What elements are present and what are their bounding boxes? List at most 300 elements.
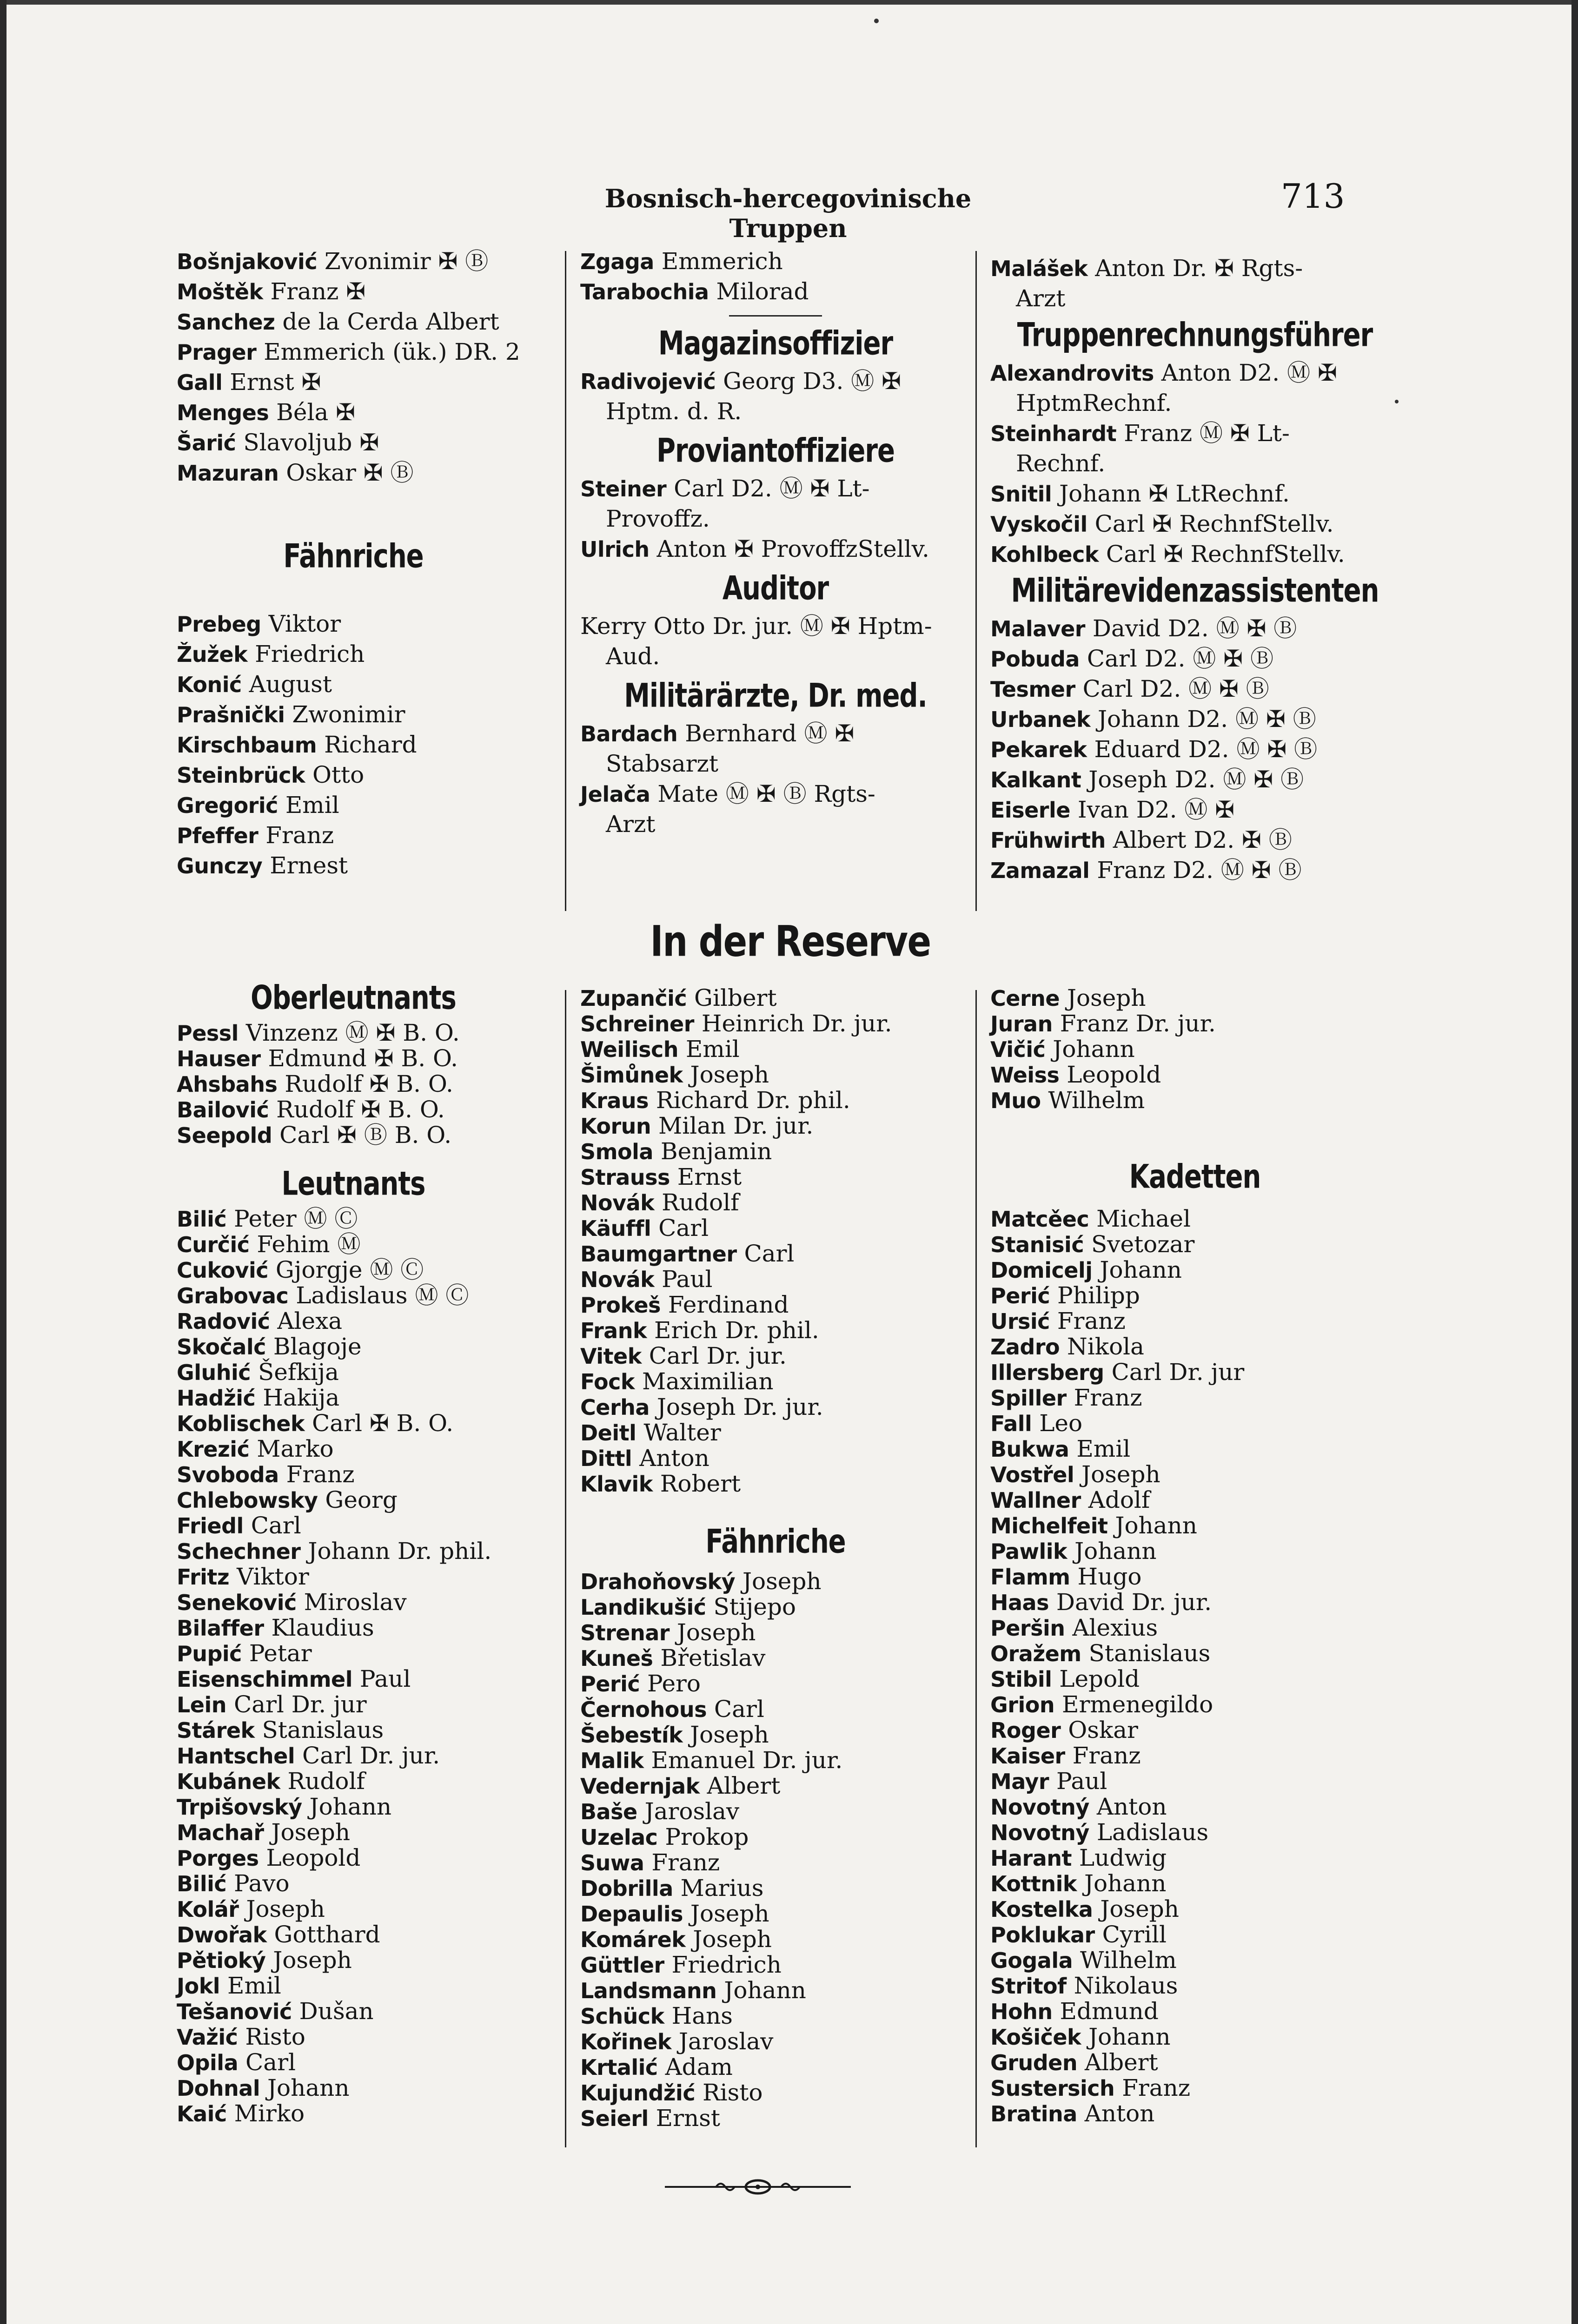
left-column-top — [177, 246, 530, 488]
section-heading: Leutnants — [281, 1165, 425, 1203]
surname: Eisenschimmel — [177, 1667, 353, 1692]
given-name-and-rank: Albert D2. ✠ Ⓑ — [1113, 826, 1292, 853]
entry-continuation: Arzt — [1016, 285, 1066, 312]
column-rule — [975, 251, 977, 911]
evidenz-list — [990, 614, 1399, 885]
scan-top-edge — [0, 0, 1578, 5]
surname: Fritz — [177, 1565, 230, 1590]
surname: Novotný — [990, 1820, 1089, 1845]
surname: Cuković — [177, 1258, 268, 1283]
entry-continuation: HptmRechnf. — [1016, 390, 1172, 416]
list-item — [990, 1743, 1399, 1769]
entry-continuation: Arzt — [606, 811, 656, 838]
surname: Landsmann — [580, 1978, 717, 2003]
scan-speck — [874, 19, 879, 23]
given-name-and-rank: Anton — [639, 1445, 709, 1472]
surname: Bratina — [990, 2101, 1077, 2126]
surname: Prebeg — [177, 612, 261, 637]
list-item — [177, 1360, 530, 1385]
magazin-list — [580, 366, 971, 427]
surname: Snitil — [990, 482, 1052, 507]
surname: Drahoňovský — [580, 1569, 736, 1594]
surname: Šebestík — [580, 1723, 683, 1748]
list-item — [580, 1697, 971, 1722]
left-faehnriche-section — [177, 537, 530, 576]
given-name-and-rank: Joseph — [1100, 1895, 1179, 1922]
list-item — [990, 985, 1399, 1011]
given-name-and-rank: Philipp — [1057, 1282, 1140, 1309]
given-name-and-rank: Ernest — [270, 852, 348, 879]
list-item — [177, 1820, 530, 1845]
given-name-and-rank: Joseph — [690, 1900, 769, 1927]
given-name-and-rank: Joseph — [1081, 1461, 1160, 1488]
list-item — [177, 639, 530, 669]
list-item — [177, 1334, 530, 1360]
surname: Kaiser — [990, 1743, 1065, 1769]
officer-list — [990, 253, 1399, 314]
surname: Pobuda — [990, 647, 1080, 672]
list-item — [580, 1471, 971, 1497]
given-name-and-rank: Franz D2. Ⓜ ✠ Ⓑ — [1097, 857, 1302, 884]
surname: Tarabochia — [580, 279, 709, 304]
given-name-and-rank: Franz — [1072, 1742, 1141, 1769]
list-item — [990, 1922, 1399, 1948]
given-name-and-rank: Fehim Ⓜ — [257, 1231, 361, 1258]
list-item — [580, 2054, 971, 2080]
list-item — [990, 734, 1399, 765]
given-name-and-rank: Heinrich Dr. jur. — [701, 1010, 892, 1037]
surname: Baše — [580, 1799, 637, 1824]
surname: Kalkant — [990, 767, 1081, 792]
surname: Vostřel — [990, 1462, 1074, 1487]
list-item — [990, 2024, 1399, 2050]
column-rule — [565, 251, 566, 911]
section-heading: Kadetten — [1129, 1158, 1261, 1196]
list-item — [177, 1436, 530, 1462]
entry-continuation: Aud. — [606, 643, 660, 670]
list-item — [177, 1692, 530, 1717]
list-item — [177, 1462, 530, 1487]
surname: Kraus — [580, 1088, 649, 1113]
list-item — [990, 1820, 1399, 1845]
surname: Šimůnek — [580, 1063, 683, 1088]
given-name-and-rank: Johann — [1100, 1256, 1182, 1283]
given-name-and-rank: Petar — [249, 1640, 312, 1667]
reserve-faehnriche-entries — [580, 1569, 971, 2131]
surname: Bailović — [177, 1097, 269, 1122]
surname: Menges — [177, 400, 269, 425]
list-item — [177, 851, 530, 881]
list-item — [990, 418, 1399, 449]
given-name-and-rank: Richard Dr. phil. — [656, 1087, 850, 1114]
list-item — [177, 397, 530, 428]
given-name-and-rank: Gilbert — [694, 984, 777, 1011]
surname: Kujundžić — [580, 2080, 696, 2106]
entry-continuation: Stabsarzt — [606, 750, 718, 777]
surname: Gluhić — [177, 1360, 251, 1385]
surname: Wallner — [990, 1488, 1081, 1513]
list-item — [990, 1513, 1399, 1538]
list-item — [580, 1569, 971, 1594]
list-item — [990, 2050, 1399, 2075]
kadetten-list — [990, 1206, 1399, 2126]
given-name-and-rank: Johann — [1074, 1538, 1157, 1565]
list-item — [177, 1794, 530, 1820]
surname: Stárek — [177, 1718, 255, 1743]
given-name-and-rank: Anton — [1084, 2100, 1155, 2127]
surname: Haas — [990, 1590, 1049, 1615]
surname: Urbanek — [990, 707, 1091, 732]
reserve-heading: In der Reserve — [650, 916, 931, 966]
given-name-and-rank: Emmerich (ük.) DR. 2 — [264, 338, 520, 365]
list-item — [177, 2024, 530, 2050]
given-name-and-rank: Emil — [227, 1972, 281, 1999]
list-item — [580, 1318, 971, 1343]
list-item — [580, 779, 971, 809]
surname: Perić — [580, 1671, 640, 1697]
list-item — [580, 1215, 971, 1241]
section-divider — [729, 315, 822, 317]
surname: Klavik — [580, 1472, 653, 1497]
list-item — [177, 820, 530, 851]
list-item — [990, 1590, 1399, 1615]
section-heading: Militärärzte, Dr. med. — [624, 677, 927, 715]
surname: Strenar — [580, 1620, 670, 1645]
list-item — [177, 1590, 530, 1615]
list-item — [990, 1283, 1399, 1308]
surname: Smola — [580, 1139, 653, 1164]
surname: Krezić — [177, 1437, 250, 1462]
surname: Šarić — [177, 430, 236, 456]
list-item — [990, 2101, 1399, 2126]
given-name-and-rank: Joseph Dr. jur. — [656, 1393, 823, 1420]
list-item — [177, 2075, 530, 2101]
list-item — [580, 2003, 971, 2029]
given-name-and-rank: Rudolf — [662, 1189, 739, 1216]
given-name-and-rank: Wilhelm — [1048, 1087, 1145, 1114]
given-name-and-rank: Rudolf ✠ B. O. — [285, 1070, 453, 1097]
oberleutnants-list — [177, 1020, 530, 1148]
surname: Jokl — [177, 1974, 220, 1999]
given-name-and-rank: Alexius — [1072, 1614, 1158, 1641]
surname: Fock — [580, 1369, 635, 1394]
list-item — [990, 1088, 1399, 1113]
list-item — [990, 1385, 1399, 1411]
page-number: 713 — [1281, 177, 1345, 216]
given-name-and-rank: Emil — [685, 1036, 740, 1063]
surname: Grion — [990, 1692, 1055, 1717]
given-name-and-rank: Pero — [647, 1670, 701, 1697]
section-heading: Auditor — [722, 569, 829, 608]
surname: Komárek — [580, 1927, 686, 1952]
given-name-and-rank: Paul — [359, 1665, 411, 1692]
list-item — [990, 1845, 1399, 1871]
given-name-and-rank: Paul — [1056, 1768, 1107, 1795]
given-name-and-rank: Stanislaus — [262, 1717, 384, 1743]
list-item — [580, 1420, 971, 1446]
list-item — [990, 674, 1399, 704]
list-item — [990, 509, 1399, 539]
list-item — [990, 855, 1399, 885]
kadetten-section — [990, 1158, 1399, 1196]
list-item — [177, 1999, 530, 2024]
entry-continuation: Hptm. d. R. — [606, 398, 742, 425]
given-name-and-rank: Joseph — [690, 1721, 769, 1748]
surname: Žužek — [177, 642, 248, 667]
given-name-and-rank: Pavo — [234, 1870, 290, 1897]
surname: Moštěk — [177, 279, 263, 304]
given-name-and-rank: Benjamin — [660, 1138, 772, 1165]
list-item — [177, 1538, 530, 1564]
leutnants-entries — [177, 1206, 530, 2126]
list-item — [990, 1334, 1399, 1360]
list-item — [580, 1799, 971, 1824]
given-name-and-rank: Franz — [265, 822, 334, 849]
given-name-and-rank: Bernhard Ⓜ ✠ — [685, 720, 855, 747]
given-name-and-rank: Nikolaus — [1074, 1972, 1178, 1999]
list-item — [177, 1769, 530, 1794]
list-item — [580, 1190, 971, 1215]
list-item — [990, 1794, 1399, 1820]
surname: Eiserle — [990, 798, 1070, 823]
given-name-and-rank: Johann — [724, 1977, 806, 2004]
given-name-and-rank: Anton ✠ ProvoffzStellv. — [656, 535, 929, 562]
given-name-and-rank: Ludwig — [1079, 1844, 1167, 1871]
list-item — [580, 1901, 971, 1927]
given-name-and-rank: Maximilian — [642, 1368, 774, 1395]
given-name-and-rank: Viktor — [268, 610, 341, 637]
surname: Mayr — [990, 1769, 1049, 1794]
section-heading: Oberleutnants — [251, 979, 456, 1017]
oberleutnants-entries — [177, 1020, 530, 1148]
surname: Zadro — [990, 1334, 1060, 1360]
given-name-and-rank: Jaroslav — [678, 2028, 774, 2055]
list-item — [990, 1487, 1399, 1513]
given-name-and-rank: Carl Dr. jur — [1111, 1359, 1245, 1386]
list-item — [177, 790, 530, 820]
list-item — [990, 479, 1399, 509]
list-item — [990, 1037, 1399, 1062]
given-name-and-rank: Nikola — [1067, 1333, 1144, 1360]
given-name-and-rank: Ermenegildo — [1061, 1691, 1213, 1718]
surname: Fall — [990, 1411, 1032, 1436]
list-item — [580, 1062, 971, 1088]
surname: Skočalć — [177, 1334, 266, 1360]
list-item — [990, 1462, 1399, 1487]
surname: Pessl — [177, 1021, 239, 1046]
surname: Güttler — [580, 1953, 664, 1978]
list-item — [177, 1257, 530, 1283]
list-item — [177, 1122, 530, 1148]
list-item — [177, 337, 530, 367]
surname: Černohous — [580, 1697, 707, 1722]
given-name-and-rank: Ernst ✠ — [230, 369, 321, 396]
surname: Steinhardt — [990, 421, 1117, 446]
column-rule — [975, 990, 977, 2147]
list-item — [580, 246, 971, 277]
surname: Weiss — [990, 1063, 1060, 1088]
given-name-and-rank: Anton Dr. ✠ Rgts- — [1095, 255, 1303, 282]
list-item — [177, 700, 530, 730]
list-item — [990, 1615, 1399, 1641]
auditor-list — [580, 611, 971, 672]
list-item — [177, 1046, 530, 1071]
section-heading: Fähnriche — [705, 1523, 846, 1561]
given-name-and-rank: Erich Dr. phil. — [654, 1317, 819, 1344]
given-name-and-rank: Carl ✠ RechnfStellv. — [1106, 541, 1345, 568]
given-name-and-rank: Walter — [643, 1419, 721, 1446]
given-name-and-rank: Franz — [1122, 2074, 1191, 2101]
list-item — [177, 1283, 530, 1308]
surname: Hantschel — [177, 1743, 295, 1769]
list-item — [580, 1645, 971, 1671]
list-item — [177, 1411, 530, 1436]
given-name-and-rank: Rudolf ✠ B. O. — [276, 1096, 445, 1123]
surname: Vedernjak — [580, 1774, 700, 1799]
surname: Kubánek — [177, 1769, 280, 1794]
surname: Hauser — [177, 1046, 261, 1071]
surname: Harant — [990, 1846, 1072, 1871]
list-item — [177, 428, 530, 458]
surname: Prager — [177, 340, 257, 365]
aerzte-list — [580, 719, 971, 839]
given-name-and-rank: Viktor — [237, 1563, 309, 1590]
surname: Stritof — [990, 1974, 1067, 1999]
given-name-and-rank: Carl D2. Ⓜ ✠ Ⓑ — [1087, 645, 1274, 672]
list-item — [177, 1232, 530, 1257]
given-name-and-rank: Friedrich — [671, 1951, 782, 1978]
list-item — [177, 1948, 530, 1973]
surname: Košiček — [990, 2025, 1081, 2050]
surname: Cerne — [990, 986, 1060, 1011]
list-item — [990, 1062, 1399, 1088]
list-item — [990, 1641, 1399, 1666]
list-item — [990, 253, 1399, 284]
given-name-and-rank: Emanuel Dr. jur. — [651, 1747, 843, 1774]
surname: Dobrilla — [580, 1876, 673, 1901]
list-item — [580, 1671, 971, 1697]
surname: Schück — [580, 2004, 664, 2029]
list-item — [177, 1871, 530, 1896]
given-name-and-rank: Franz — [1057, 1307, 1126, 1334]
given-name-and-rank: Franz Ⓜ ✠ Lt- — [1124, 420, 1290, 447]
surname: Gunczy — [177, 853, 263, 878]
list-item — [990, 1360, 1399, 1385]
surname: Konić — [177, 672, 242, 697]
surname: Baumgartner — [580, 1241, 737, 1267]
list-item — [990, 1948, 1399, 1973]
list-item — [580, 1824, 971, 1850]
given-name-and-rank: de la Cerda Albert — [282, 308, 499, 335]
given-name-and-rank: Hakija — [263, 1384, 340, 1411]
given-name-and-rank: Johann — [309, 1793, 392, 1820]
list-item — [177, 1743, 530, 1769]
surname: Weilisch — [580, 1037, 678, 1062]
surname: Tešanović — [177, 1999, 292, 2024]
given-name-and-rank: Ivan D2. Ⓜ ✠ — [1077, 796, 1235, 823]
surname: Malaver — [990, 616, 1085, 641]
surname: Chlebowsky — [177, 1488, 318, 1513]
list-item — [580, 1773, 971, 1799]
surname: Seepold — [177, 1123, 272, 1148]
entry-continuation: Provoffz. — [606, 505, 710, 532]
list-item — [580, 277, 971, 307]
given-name-and-rank: Břetislav — [660, 1644, 766, 1671]
section-heading: Fähnriche — [283, 537, 424, 576]
given-name-and-rank: Joseph — [246, 1895, 325, 1922]
list-item — [990, 1232, 1399, 1257]
surname: Hohn — [990, 1999, 1053, 2024]
list-item — [580, 1139, 971, 1164]
kadetten-entries — [990, 1206, 1399, 2126]
surname: Zgaga — [580, 249, 654, 274]
list-item — [990, 644, 1399, 674]
list-item — [580, 1978, 971, 2003]
surname: Alexandrovits — [990, 361, 1154, 386]
list-item — [177, 246, 530, 277]
given-name-and-rank: Johann D2. Ⓜ ✠ Ⓑ — [1097, 706, 1316, 733]
section-heading: Truppenrechnungsführer — [1017, 316, 1373, 355]
list-item — [580, 1088, 971, 1113]
list-item — [580, 1875, 971, 1901]
surname: Ulrich — [580, 537, 650, 562]
list-item — [177, 1020, 530, 1046]
given-name-and-rank: Carl — [245, 2049, 296, 2076]
given-name-and-rank: Jaroslav — [644, 1798, 740, 1825]
faehnriche-list — [177, 609, 530, 881]
section-heading: Proviantoffiziere — [656, 432, 895, 470]
given-name-and-rank: Albert — [1084, 2049, 1158, 2076]
given-name-and-rank: Hans — [671, 2002, 733, 2029]
given-name-and-rank: Svetozar — [1091, 1231, 1195, 1258]
list-item — [580, 1037, 971, 1062]
surname: Steinbrück — [177, 763, 305, 788]
list-item — [580, 1927, 971, 1952]
list-item — [580, 474, 971, 504]
proviant-list — [580, 474, 971, 564]
surname: Gall — [177, 370, 223, 395]
given-name-and-rank: Carl — [251, 1512, 301, 1539]
scan-left-edge — [0, 0, 7, 2324]
given-name-and-rank: Adolf — [1088, 1486, 1150, 1513]
surname: Malik — [580, 1748, 644, 1773]
surname: Bukwa — [990, 1437, 1069, 1462]
surname: Perić — [990, 1283, 1050, 1308]
surname: Trpišovský — [177, 1795, 302, 1820]
surname: Lein — [177, 1692, 227, 1717]
list-item — [580, 1722, 971, 1748]
given-name-and-rank: Adam — [665, 2053, 733, 2080]
given-name-and-rank: Ladislaus — [1096, 1819, 1209, 1846]
given-name-and-rank: Johann Dr. phil. — [308, 1538, 492, 1565]
surname: Michelfeit — [990, 1513, 1108, 1538]
given-name-and-rank: Albert — [707, 1772, 781, 1799]
given-name-and-rank: Leopold — [1067, 1061, 1161, 1088]
surname: Pfeffer — [177, 823, 259, 848]
list-item — [177, 1845, 530, 1871]
list-item — [580, 1267, 971, 1292]
list-item — [177, 1615, 530, 1641]
surname: Strauss — [580, 1165, 670, 1190]
given-name-and-rank: Joseph — [273, 1947, 352, 1974]
given-name-and-rank: Johann — [267, 2074, 350, 2101]
given-name-and-rank: Emmerich — [661, 248, 783, 275]
given-name-and-rank: Carl — [744, 1240, 795, 1267]
given-name-and-rank: Gotthard — [274, 1921, 380, 1948]
given-name-and-rank: Carl ✠ Ⓑ B. O. — [279, 1122, 452, 1149]
surname: Suwa — [580, 1850, 644, 1875]
list-item — [580, 2029, 971, 2054]
